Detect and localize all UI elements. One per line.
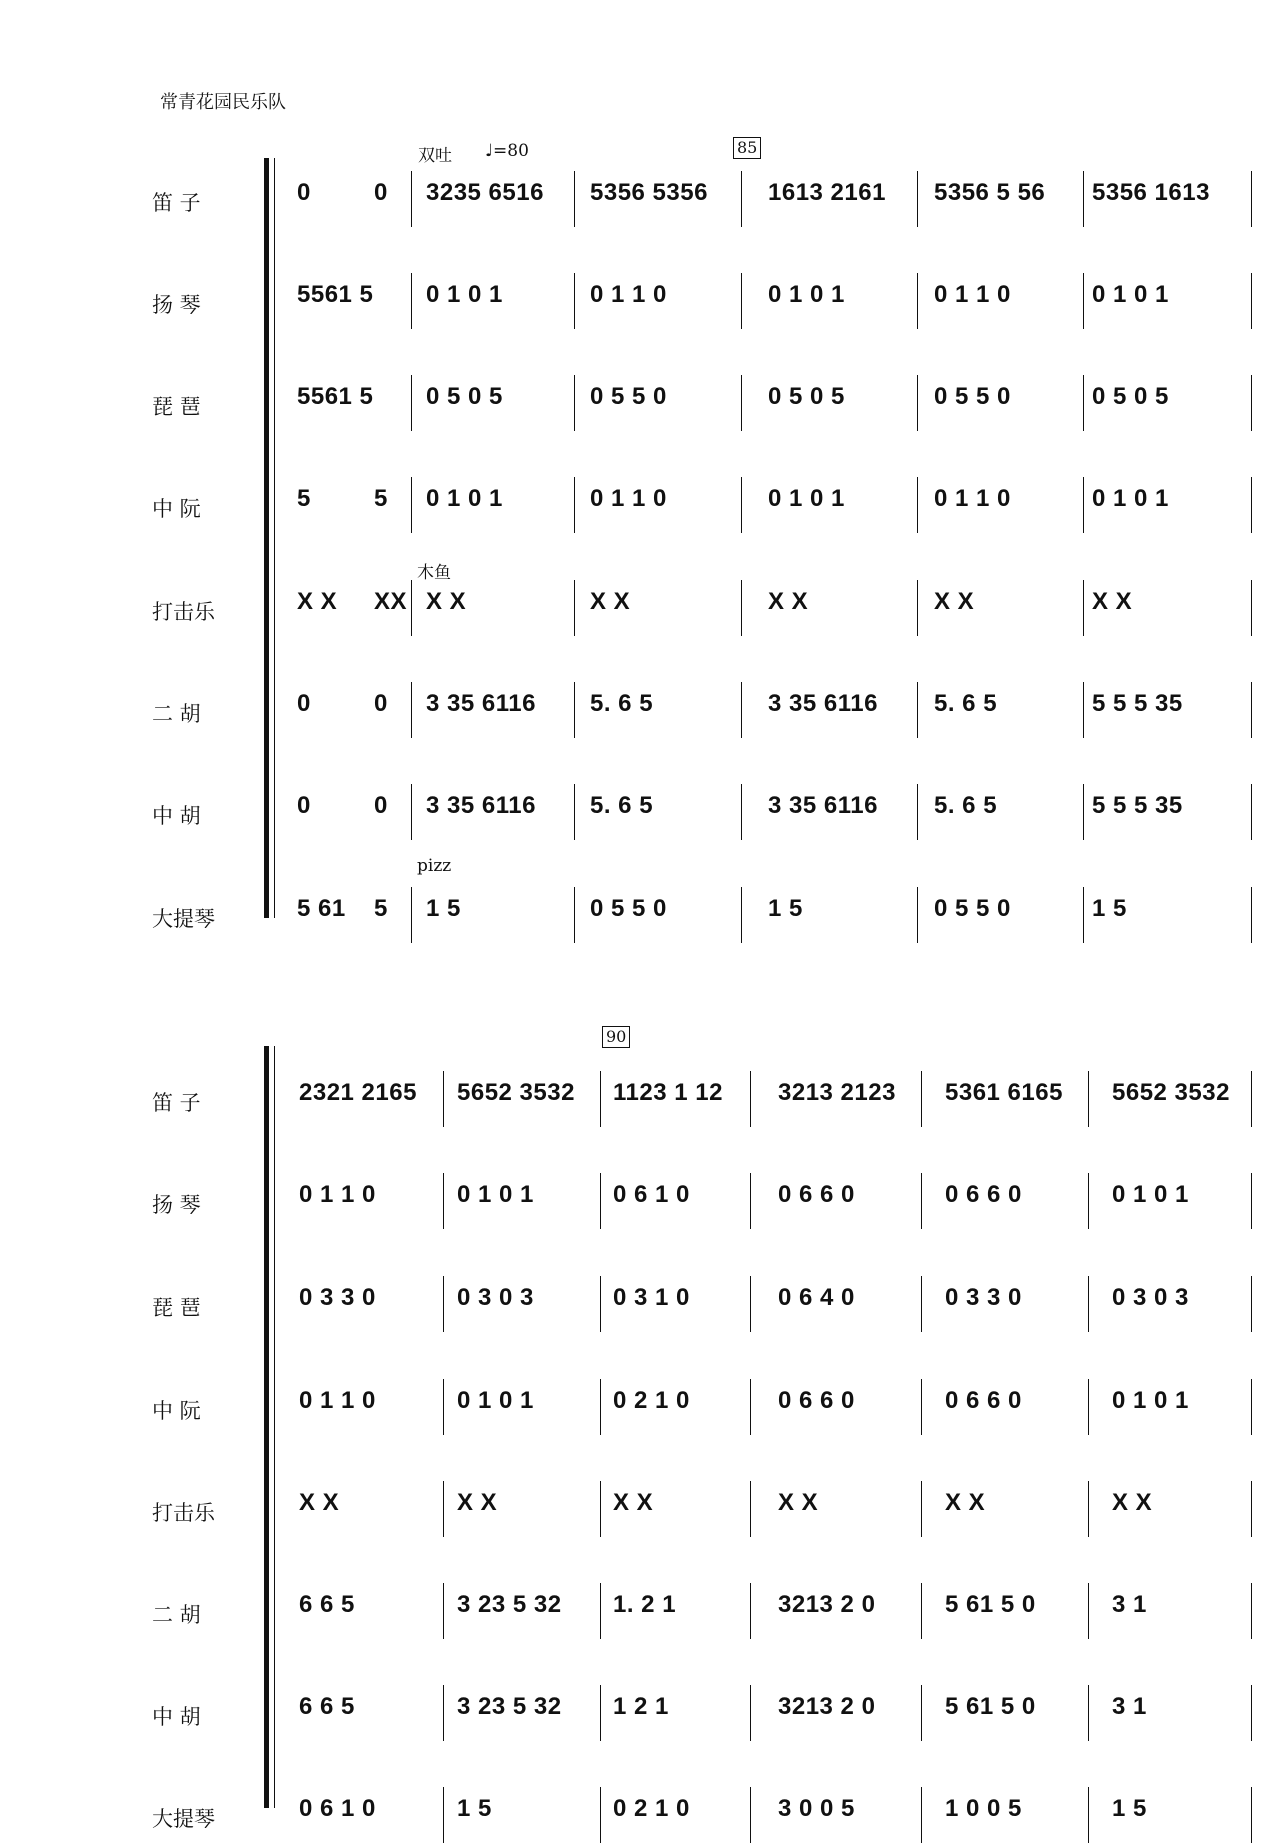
measure-notes: 1 5	[457, 1795, 492, 1822]
barline	[574, 580, 575, 636]
barline	[750, 1583, 751, 1639]
barline	[741, 477, 742, 533]
barline	[1088, 1481, 1089, 1537]
barline	[600, 1071, 601, 1127]
articulation-text: 双吐	[418, 146, 452, 166]
barline	[443, 1276, 444, 1332]
measure-notes: 1. 2 1	[613, 1591, 677, 1618]
barline	[741, 682, 742, 738]
barline	[1083, 375, 1084, 431]
barline	[443, 1173, 444, 1229]
measure-notes: 0 3 0 3	[457, 1284, 534, 1311]
measure-notes: 0 5 5 0	[934, 895, 1011, 922]
barline	[1251, 1481, 1252, 1537]
measure-notes: 0 1 1 0	[590, 281, 667, 308]
instrument-label: 中 阮	[152, 1399, 201, 1423]
barline	[750, 1276, 751, 1332]
barline	[574, 273, 575, 329]
barline	[917, 171, 918, 227]
measure-notes: X X	[426, 588, 467, 615]
measure-notes: 0 2 1 0	[613, 1387, 690, 1414]
instrument-label: 笛 子	[152, 191, 201, 215]
measure-notes: 0 3 0 3	[1112, 1284, 1189, 1311]
measure-notes: X X	[1112, 1489, 1153, 1516]
barline	[1251, 1379, 1252, 1435]
measure-notes: 5 61 5 0	[945, 1693, 1036, 1720]
measure-notes: 5561 5	[297, 281, 374, 308]
barline	[741, 273, 742, 329]
measure-notes: 5561 5	[297, 383, 374, 410]
tempo-marking: ♩=80	[485, 141, 529, 161]
measure-notes: X X	[299, 1489, 340, 1516]
measure-notes: 0 1 1 0	[934, 485, 1011, 512]
instrument-label: 扬 琴	[152, 293, 201, 317]
measure-notes: 0 1 0 1	[1112, 1181, 1189, 1208]
barline	[750, 1685, 751, 1741]
measure-notes: 0 1 1 0	[299, 1181, 376, 1208]
system-brace	[264, 1046, 269, 1808]
barline	[1083, 477, 1084, 533]
barline	[443, 1583, 444, 1639]
instrument-label: 笛 子	[152, 1091, 201, 1115]
measure-notes: 0 6 1 0	[613, 1181, 690, 1208]
measure-notes: 0 1 1 0	[934, 281, 1011, 308]
system-brace	[264, 158, 269, 918]
barline	[741, 580, 742, 636]
barline	[1083, 273, 1084, 329]
measure-notes: 0 1 0 1	[426, 281, 503, 308]
instrument-label: 中 阮	[152, 497, 201, 521]
measure-notes: 0 5 5 0	[590, 383, 667, 410]
measure-notes: 3 35 6116	[426, 792, 536, 819]
barline	[411, 171, 412, 227]
barline	[1088, 1173, 1089, 1229]
measure-notes: X X	[945, 1489, 986, 1516]
barline	[600, 1481, 601, 1537]
barline	[600, 1583, 601, 1639]
measure-notes: 3213 2123	[778, 1079, 896, 1106]
measure-notes: 3213 2 0	[778, 1693, 876, 1720]
rehearsal-mark: 90	[602, 1026, 630, 1048]
barline	[750, 1173, 751, 1229]
pizzicato-marking: pizz	[417, 856, 452, 876]
barline	[443, 1787, 444, 1843]
measure-notes: 0	[297, 792, 311, 819]
barline	[1251, 1276, 1252, 1332]
barline	[921, 1071, 922, 1127]
measure-notes: X X	[934, 588, 975, 615]
measure-notes: 0	[297, 179, 311, 206]
measure-notes: 5652 3532	[457, 1079, 575, 1106]
barline	[1251, 171, 1252, 227]
barline	[1088, 1071, 1089, 1127]
measure-notes: 0 6 1 0	[299, 1795, 376, 1822]
barline	[1251, 477, 1252, 533]
barline	[411, 273, 412, 329]
barline	[917, 580, 918, 636]
barline	[917, 784, 918, 840]
measure-notes: 3 1	[1112, 1693, 1147, 1720]
barline	[1251, 1583, 1252, 1639]
measure-notes: 5356 1613	[1092, 179, 1210, 206]
barline	[921, 1379, 922, 1435]
measure-notes: 1 5	[1092, 895, 1127, 922]
measure-notes: 0 5 0 5	[768, 383, 845, 410]
barline	[1088, 1276, 1089, 1332]
rehearsal-mark: 85	[733, 137, 761, 159]
barline	[1088, 1787, 1089, 1843]
instrument-label: 二 胡	[152, 702, 201, 726]
measure-notes: 0 1 0 1	[457, 1181, 534, 1208]
measure-notes: 1 5	[426, 895, 461, 922]
percussion-instrument-note: 木鱼	[417, 563, 451, 583]
measure-notes: 0 3 1 0	[613, 1284, 690, 1311]
measure-notes: 0 1 0 1	[1092, 281, 1169, 308]
measure-notes: 0	[297, 690, 311, 717]
measure-notes: 3 1	[1112, 1591, 1147, 1618]
measure-notes: X X	[778, 1489, 819, 1516]
barline	[1251, 580, 1252, 636]
barline	[600, 1787, 601, 1843]
measure-notes: 0 6 6 0	[945, 1387, 1022, 1414]
measure-notes: 5356 5 56	[934, 179, 1046, 206]
barline	[1083, 784, 1084, 840]
measure-notes: X X	[590, 588, 631, 615]
measure-notes: 5. 6 5	[934, 690, 998, 717]
measure-notes: 3 35 6116	[426, 690, 536, 717]
instrument-label: 中 胡	[152, 804, 201, 828]
barline	[921, 1173, 922, 1229]
barline	[921, 1276, 922, 1332]
barline	[917, 682, 918, 738]
barline	[574, 887, 575, 943]
instrument-label: 打击乐	[152, 1501, 215, 1525]
measure-notes: X X	[457, 1489, 498, 1516]
measure-notes: 1 0 0 5	[945, 1795, 1022, 1822]
measure-notes: 5 61 5 0	[945, 1591, 1036, 1618]
measure-notes: 6 6 5	[299, 1591, 355, 1618]
measure-notes: 5356 5356	[590, 179, 708, 206]
measure-notes: 3213 2 0	[778, 1591, 876, 1618]
measure-notes: X X	[613, 1489, 654, 1516]
measure-notes: XX	[374, 588, 408, 615]
instrument-label: 中 胡	[152, 1705, 201, 1729]
measure-notes: 0 6 4 0	[778, 1284, 855, 1311]
barline	[1251, 1173, 1252, 1229]
barline	[411, 580, 412, 636]
measure-notes: 5. 6 5	[590, 792, 654, 819]
barline	[411, 887, 412, 943]
instrument-label: 大提琴	[152, 1807, 215, 1831]
barline	[1088, 1583, 1089, 1639]
barline	[443, 1481, 444, 1537]
instrument-label: 打击乐	[152, 600, 215, 624]
barline	[741, 171, 742, 227]
measure-notes: 3 23 5 32	[457, 1591, 562, 1618]
barline	[1251, 1685, 1252, 1741]
measure-notes: 0 1 0 1	[768, 281, 845, 308]
measure-notes: 3235 6516	[426, 179, 544, 206]
measure-notes: 0 5 0 5	[1092, 383, 1169, 410]
system-bracket-line	[274, 158, 275, 918]
barline	[1251, 273, 1252, 329]
measure-notes: 3 35 6116	[768, 690, 878, 717]
instrument-label: 大提琴	[152, 907, 215, 931]
measure-notes: X X	[1092, 588, 1133, 615]
barline	[411, 784, 412, 840]
barline	[741, 375, 742, 431]
measure-notes: X X	[297, 588, 338, 615]
barline	[1083, 887, 1084, 943]
barline	[443, 1071, 444, 1127]
barline	[741, 887, 742, 943]
measure-notes: 5	[374, 485, 388, 512]
barline	[921, 1481, 922, 1537]
measure-notes: 0	[374, 179, 388, 206]
measure-notes: 1123 1 12	[613, 1079, 723, 1106]
measure-notes: 1 2 1	[613, 1693, 669, 1720]
measure-notes: 0 1 0 1	[1112, 1387, 1189, 1414]
measure-notes: 3 0 0 5	[778, 1795, 855, 1822]
measure-notes: 5	[297, 485, 311, 512]
instrument-label: 琵 琶	[152, 395, 201, 419]
measure-notes: 0 5 5 0	[590, 895, 667, 922]
measure-notes: 0 6 6 0	[778, 1387, 855, 1414]
measure-notes: 0 6 6 0	[945, 1181, 1022, 1208]
measure-notes: 0 1 0 1	[426, 485, 503, 512]
ensemble-name: 常青花园民乐队	[160, 92, 286, 113]
measure-notes: 0 1 0 1	[457, 1387, 534, 1414]
instrument-label: 二 胡	[152, 1603, 201, 1627]
barline	[1251, 887, 1252, 943]
barline	[921, 1583, 922, 1639]
barline	[1088, 1685, 1089, 1741]
barline	[1083, 682, 1084, 738]
measure-notes: 5. 6 5	[934, 792, 998, 819]
instrument-label: 琵 琶	[152, 1296, 201, 1320]
measure-notes: 0 3 3 0	[945, 1284, 1022, 1311]
measure-notes: 0 1 1 0	[299, 1387, 376, 1414]
barline	[574, 477, 575, 533]
barline	[443, 1685, 444, 1741]
barline	[741, 784, 742, 840]
barline	[917, 887, 918, 943]
measure-notes: 1613 2161	[768, 179, 886, 206]
barline	[574, 375, 575, 431]
measure-notes: 5361 6165	[945, 1079, 1063, 1106]
barline	[1251, 375, 1252, 431]
measure-notes: 1 5	[768, 895, 803, 922]
barline	[917, 273, 918, 329]
measure-notes: 0	[374, 690, 388, 717]
barline	[600, 1685, 601, 1741]
barline	[411, 375, 412, 431]
instrument-label: 扬 琴	[152, 1193, 201, 1217]
measure-notes: 5	[374, 895, 388, 922]
barline	[411, 682, 412, 738]
barline	[600, 1276, 601, 1332]
measure-notes: 2321 2165	[299, 1079, 417, 1106]
barline	[1088, 1379, 1089, 1435]
measure-notes: 0 6 6 0	[778, 1181, 855, 1208]
barline	[750, 1379, 751, 1435]
measure-notes: 0 5 5 0	[934, 383, 1011, 410]
measure-notes: 0 3 3 0	[299, 1284, 376, 1311]
barline	[1251, 1787, 1252, 1843]
system-bracket-line	[274, 1046, 275, 1808]
barline	[750, 1787, 751, 1843]
barline	[574, 171, 575, 227]
barline	[574, 682, 575, 738]
measure-notes: 0 5 0 5	[426, 383, 503, 410]
measure-notes: 6 6 5	[299, 1693, 355, 1720]
measure-notes: 5652 3532	[1112, 1079, 1230, 1106]
measure-notes: 5. 6 5	[590, 690, 654, 717]
measure-notes: 0 2 1 0	[613, 1795, 690, 1822]
barline	[917, 477, 918, 533]
measure-notes: 0 1 1 0	[590, 485, 667, 512]
barline	[921, 1787, 922, 1843]
barline	[1251, 784, 1252, 840]
barline	[921, 1685, 922, 1741]
barline	[574, 784, 575, 840]
measure-notes: 5 5 5 35	[1092, 690, 1183, 717]
barline	[600, 1173, 601, 1229]
measure-notes: 3 35 6116	[768, 792, 878, 819]
barline	[1251, 1071, 1252, 1127]
barline	[750, 1481, 751, 1537]
barline	[750, 1071, 751, 1127]
measure-notes: 3 23 5 32	[457, 1693, 562, 1720]
measure-notes: X X	[768, 588, 809, 615]
measure-notes: 5 61	[297, 895, 346, 922]
barline	[600, 1379, 601, 1435]
measure-notes: 0	[374, 792, 388, 819]
barline	[917, 375, 918, 431]
measure-notes: 5 5 5 35	[1092, 792, 1183, 819]
barline	[1251, 682, 1252, 738]
measure-notes: 1 5	[1112, 1795, 1147, 1822]
measure-notes: 0 1 0 1	[1092, 485, 1169, 512]
barline	[1083, 171, 1084, 227]
measure-notes: 0 1 0 1	[768, 485, 845, 512]
barline	[411, 477, 412, 533]
barline	[1083, 580, 1084, 636]
barline	[443, 1379, 444, 1435]
